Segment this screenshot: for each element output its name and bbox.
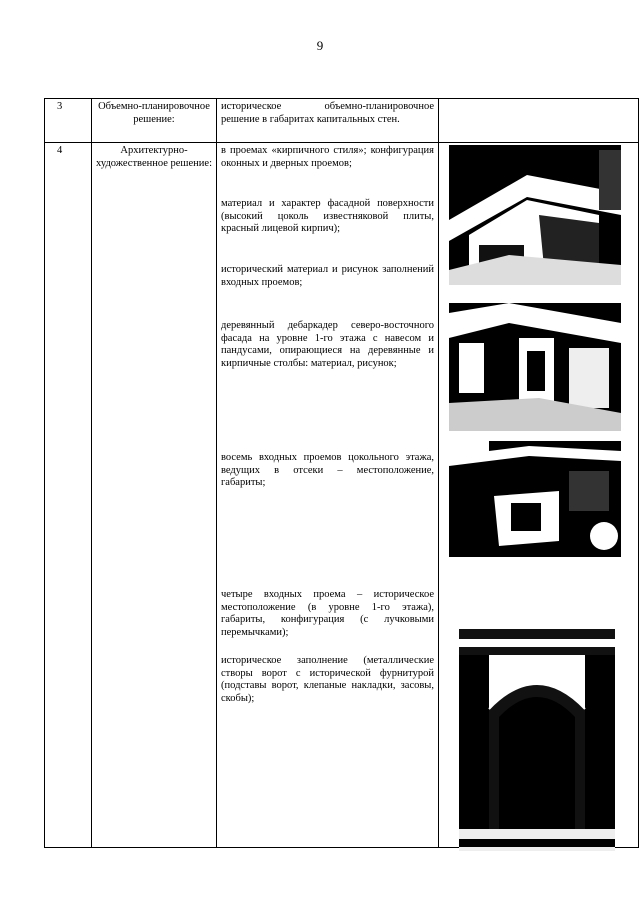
description-paragraph: исторический материал и рисунок заполнений входных проемов; (221, 264, 434, 288)
row-photo-cell (439, 143, 639, 848)
arched-gate-photo-icon (459, 629, 615, 851)
basement-entrance-photo-icon (449, 441, 621, 557)
row-name: Архитектурно-художественное решение: (92, 143, 217, 848)
description-paragraph: историческое заполнение (металлические створы ворот с исторической фурнитурой (подставы ворот, клепаные накладки, засовы, скобы); (221, 655, 434, 704)
row-description (217, 99, 439, 143)
row-number: 3 (45, 99, 92, 143)
table-row (45, 99, 639, 143)
row-name: Объемно-планировочное решение: (92, 99, 217, 143)
page-number: 9 (316, 38, 324, 53)
description-paragraph: историческое объемно-планировочное решение в габаритах капитальных стен. (221, 101, 434, 125)
object-protection-table (44, 98, 639, 848)
row-photo-cell (439, 99, 639, 143)
description-paragraph: деревянный дебаркадер северо-восточного фасада на уровне 1-го этажа с навесом и пандусами, опирающиеся на деревянные и кирпичные столбы: материал, рисунок; (221, 320, 434, 369)
row-description (217, 143, 439, 848)
debarkader-photo-icon (449, 303, 621, 431)
description-paragraph: материал и характер фасадной поверхности (высокий цоколь известняковой плиты, красный лицевой кирпич); (221, 198, 434, 234)
building-facade-photo-icon (449, 145, 621, 285)
table-row (45, 143, 639, 848)
description-paragraph: в проемах «кирпичного стиля»; конфигурация оконных и дверных проемов; (221, 145, 434, 169)
description-paragraph: восемь входных проемов цокольного этажа, ведущих в отсеки – местоположение, габариты; (221, 452, 434, 488)
row-number: 4 (45, 143, 92, 848)
description-paragraph: четыре входных проема – историческое местоположение (в уровне 1-го этажа), габариты, конфигурация (с лучковыми перемычками); (221, 589, 434, 638)
